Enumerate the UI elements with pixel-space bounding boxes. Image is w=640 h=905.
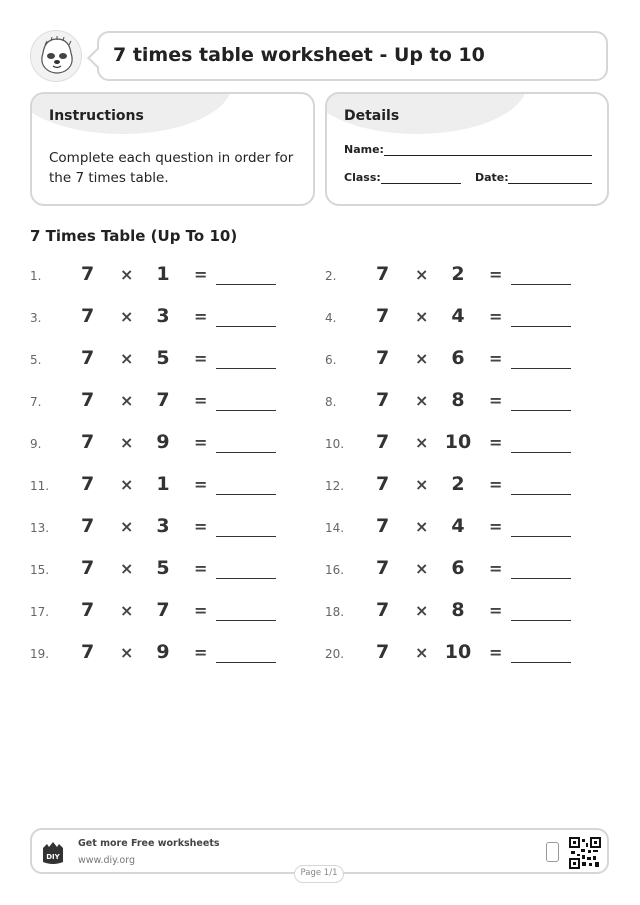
answer-blank[interactable]: [216, 368, 276, 369]
multiplicand: 7: [376, 347, 390, 369]
multiplier: 5: [156, 557, 170, 579]
instructions-panel: [30, 92, 315, 206]
question-number: 2.: [325, 269, 337, 283]
equals-sign: =: [489, 349, 503, 368]
answer-blank[interactable]: [216, 578, 276, 579]
page-indicator: Page 1/1: [294, 865, 344, 883]
multiplier: 6: [451, 347, 465, 369]
answer-blank[interactable]: [216, 284, 276, 285]
multiplicand: 7: [376, 305, 390, 327]
equals-sign: =: [194, 433, 208, 452]
equals-sign: =: [489, 265, 503, 284]
multiplicand: 7: [81, 263, 95, 285]
multiplier: 3: [156, 515, 170, 537]
question-number: 13.: [30, 521, 50, 535]
question-row: [325, 598, 585, 628]
times-sign: ×: [415, 601, 429, 620]
times-sign: ×: [120, 475, 134, 494]
multiplier: 3: [156, 305, 170, 327]
title-bubble: [97, 31, 608, 81]
question-number: 17.: [30, 605, 50, 619]
question-number: 8.: [325, 395, 337, 409]
question-number: 7.: [30, 395, 42, 409]
equals-sign: =: [489, 601, 503, 620]
question-row: [325, 430, 585, 460]
equals-sign: =: [489, 559, 503, 578]
times-sign: ×: [120, 559, 134, 578]
times-sign: ×: [120, 307, 134, 326]
question-row: [325, 304, 585, 334]
equals-sign: =: [194, 517, 208, 536]
question-number: 6.: [325, 353, 337, 367]
question-row: [30, 556, 290, 586]
question-row: [30, 640, 290, 670]
phone-icon: [546, 842, 559, 862]
equals-sign: =: [194, 307, 208, 326]
question-row: [30, 430, 290, 460]
answer-blank[interactable]: [511, 326, 571, 327]
times-sign: ×: [415, 307, 429, 326]
question-row: [30, 514, 290, 544]
question-row: [325, 514, 585, 544]
multiplier: 1: [156, 473, 170, 495]
times-sign: ×: [415, 265, 429, 284]
footer-title: Get more Free worksheets: [78, 838, 220, 849]
equals-sign: =: [489, 433, 503, 452]
multiplicand: 7: [376, 557, 390, 579]
multiplier: 4: [451, 515, 465, 537]
answer-blank[interactable]: [511, 452, 571, 453]
question-number: 5.: [30, 353, 42, 367]
equals-sign: =: [194, 475, 208, 494]
answer-blank[interactable]: [216, 410, 276, 411]
class-label: Class:: [344, 171, 381, 184]
section-title: 7 Times Table (Up To 10): [30, 227, 238, 245]
answer-blank[interactable]: [216, 662, 276, 663]
instructions-title: Instructions: [49, 108, 144, 124]
multiplier: 5: [156, 347, 170, 369]
answer-blank[interactable]: [511, 662, 571, 663]
equals-sign: =: [194, 643, 208, 662]
question-row: [325, 388, 585, 418]
multiplier: 8: [451, 389, 465, 411]
multiplier: 7: [156, 389, 170, 411]
answer-blank[interactable]: [216, 494, 276, 495]
question-number: 18.: [325, 605, 345, 619]
date-label: Date:: [475, 171, 509, 184]
times-sign: ×: [415, 433, 429, 452]
times-sign: ×: [120, 391, 134, 410]
equals-sign: =: [489, 517, 503, 536]
multiplier: 1: [156, 263, 170, 285]
question-row: [325, 640, 585, 670]
answer-blank[interactable]: [216, 452, 276, 453]
times-sign: ×: [415, 475, 429, 494]
times-sign: ×: [120, 349, 134, 368]
question-row: [325, 556, 585, 586]
times-sign: ×: [120, 517, 134, 536]
question-row: [30, 598, 290, 628]
footer-url[interactable]: www.diy.org: [78, 855, 135, 866]
question-number: 9.: [30, 437, 42, 451]
equals-sign: =: [194, 391, 208, 410]
equals-sign: =: [194, 601, 208, 620]
multiplier: 7: [156, 599, 170, 621]
equals-sign: =: [489, 643, 503, 662]
multiplicand: 7: [376, 599, 390, 621]
multiplicand: 7: [376, 641, 390, 663]
question-row: [30, 346, 290, 376]
question-number: 15.: [30, 563, 50, 577]
details-panel: [325, 92, 609, 206]
question-number: 16.: [325, 563, 345, 577]
question-number: 11.: [30, 479, 50, 493]
answer-blank[interactable]: [216, 620, 276, 621]
multiplicand: 7: [81, 599, 95, 621]
question-number: 3.: [30, 311, 42, 325]
answer-blank[interactable]: [511, 284, 571, 285]
multiplier: 2: [451, 473, 465, 495]
multiplicand: 7: [81, 347, 95, 369]
question-row: [30, 472, 290, 502]
multiplicand: 7: [81, 473, 95, 495]
multiplicand: 7: [81, 557, 95, 579]
question-number: 12.: [325, 479, 345, 493]
logo-text: DIY: [46, 853, 60, 861]
times-sign: ×: [415, 559, 429, 578]
page-title: 7 times table worksheet - Up to 10: [113, 44, 485, 66]
multiplicand: 7: [376, 473, 390, 495]
multiplier: 8: [451, 599, 465, 621]
instructions-text: Complete each question in order for the 7 times table.: [49, 150, 294, 186]
times-sign: ×: [120, 643, 134, 662]
multiplicand: 7: [81, 515, 95, 537]
answer-blank[interactable]: [511, 620, 571, 621]
question-number: 19.: [30, 647, 50, 661]
question-row: [325, 472, 585, 502]
class-field[interactable]: [381, 183, 461, 184]
question-number: 10.: [325, 437, 345, 451]
name-label: Name:: [344, 143, 384, 156]
equals-sign: =: [489, 307, 503, 326]
question-row: [325, 346, 585, 376]
multiplier: 6: [451, 557, 465, 579]
mascot-icon: [30, 30, 82, 82]
multiplier: 9: [156, 431, 170, 453]
multiplier: 10: [444, 641, 472, 663]
multiplier: 4: [451, 305, 465, 327]
times-sign: ×: [120, 433, 134, 452]
question-row: [30, 304, 290, 334]
multiplicand: 7: [81, 641, 95, 663]
multiplicand: 7: [376, 389, 390, 411]
date-field[interactable]: [508, 183, 592, 184]
multiplicand: 7: [376, 263, 390, 285]
question-row: [30, 262, 290, 292]
qr-code-icon[interactable]: [569, 837, 601, 869]
times-sign: ×: [415, 643, 429, 662]
question-number: 4.: [325, 311, 337, 325]
answer-blank[interactable]: [511, 536, 571, 537]
details-title: Details: [344, 108, 400, 124]
multiplicand: 7: [81, 305, 95, 327]
answer-blank[interactable]: [511, 494, 571, 495]
multiplier: 9: [156, 641, 170, 663]
question-row: [325, 262, 585, 292]
multiplicand: 7: [81, 389, 95, 411]
times-sign: ×: [415, 391, 429, 410]
times-sign: ×: [415, 349, 429, 368]
answer-blank[interactable]: [511, 578, 571, 579]
multiplicand: 7: [81, 431, 95, 453]
equals-sign: =: [194, 349, 208, 368]
question-row: [30, 388, 290, 418]
answer-blank[interactable]: [216, 326, 276, 327]
equals-sign: =: [489, 391, 503, 410]
question-number: 20.: [325, 647, 345, 661]
equals-sign: =: [194, 265, 208, 284]
multiplier: 10: [444, 431, 472, 453]
question-number: 1.: [30, 269, 42, 283]
multiplicand: 7: [376, 431, 390, 453]
times-sign: ×: [415, 517, 429, 536]
answer-blank[interactable]: [511, 410, 571, 411]
answer-blank[interactable]: [216, 536, 276, 537]
equals-sign: =: [194, 559, 208, 578]
equals-sign: =: [489, 475, 503, 494]
name-field[interactable]: [384, 155, 592, 156]
multiplicand: 7: [376, 515, 390, 537]
question-number: 14.: [325, 521, 345, 535]
multiplier: 2: [451, 263, 465, 285]
answer-blank[interactable]: [511, 368, 571, 369]
diy-logo-icon[interactable]: [40, 840, 66, 866]
times-sign: ×: [120, 601, 134, 620]
times-sign: ×: [120, 265, 134, 284]
